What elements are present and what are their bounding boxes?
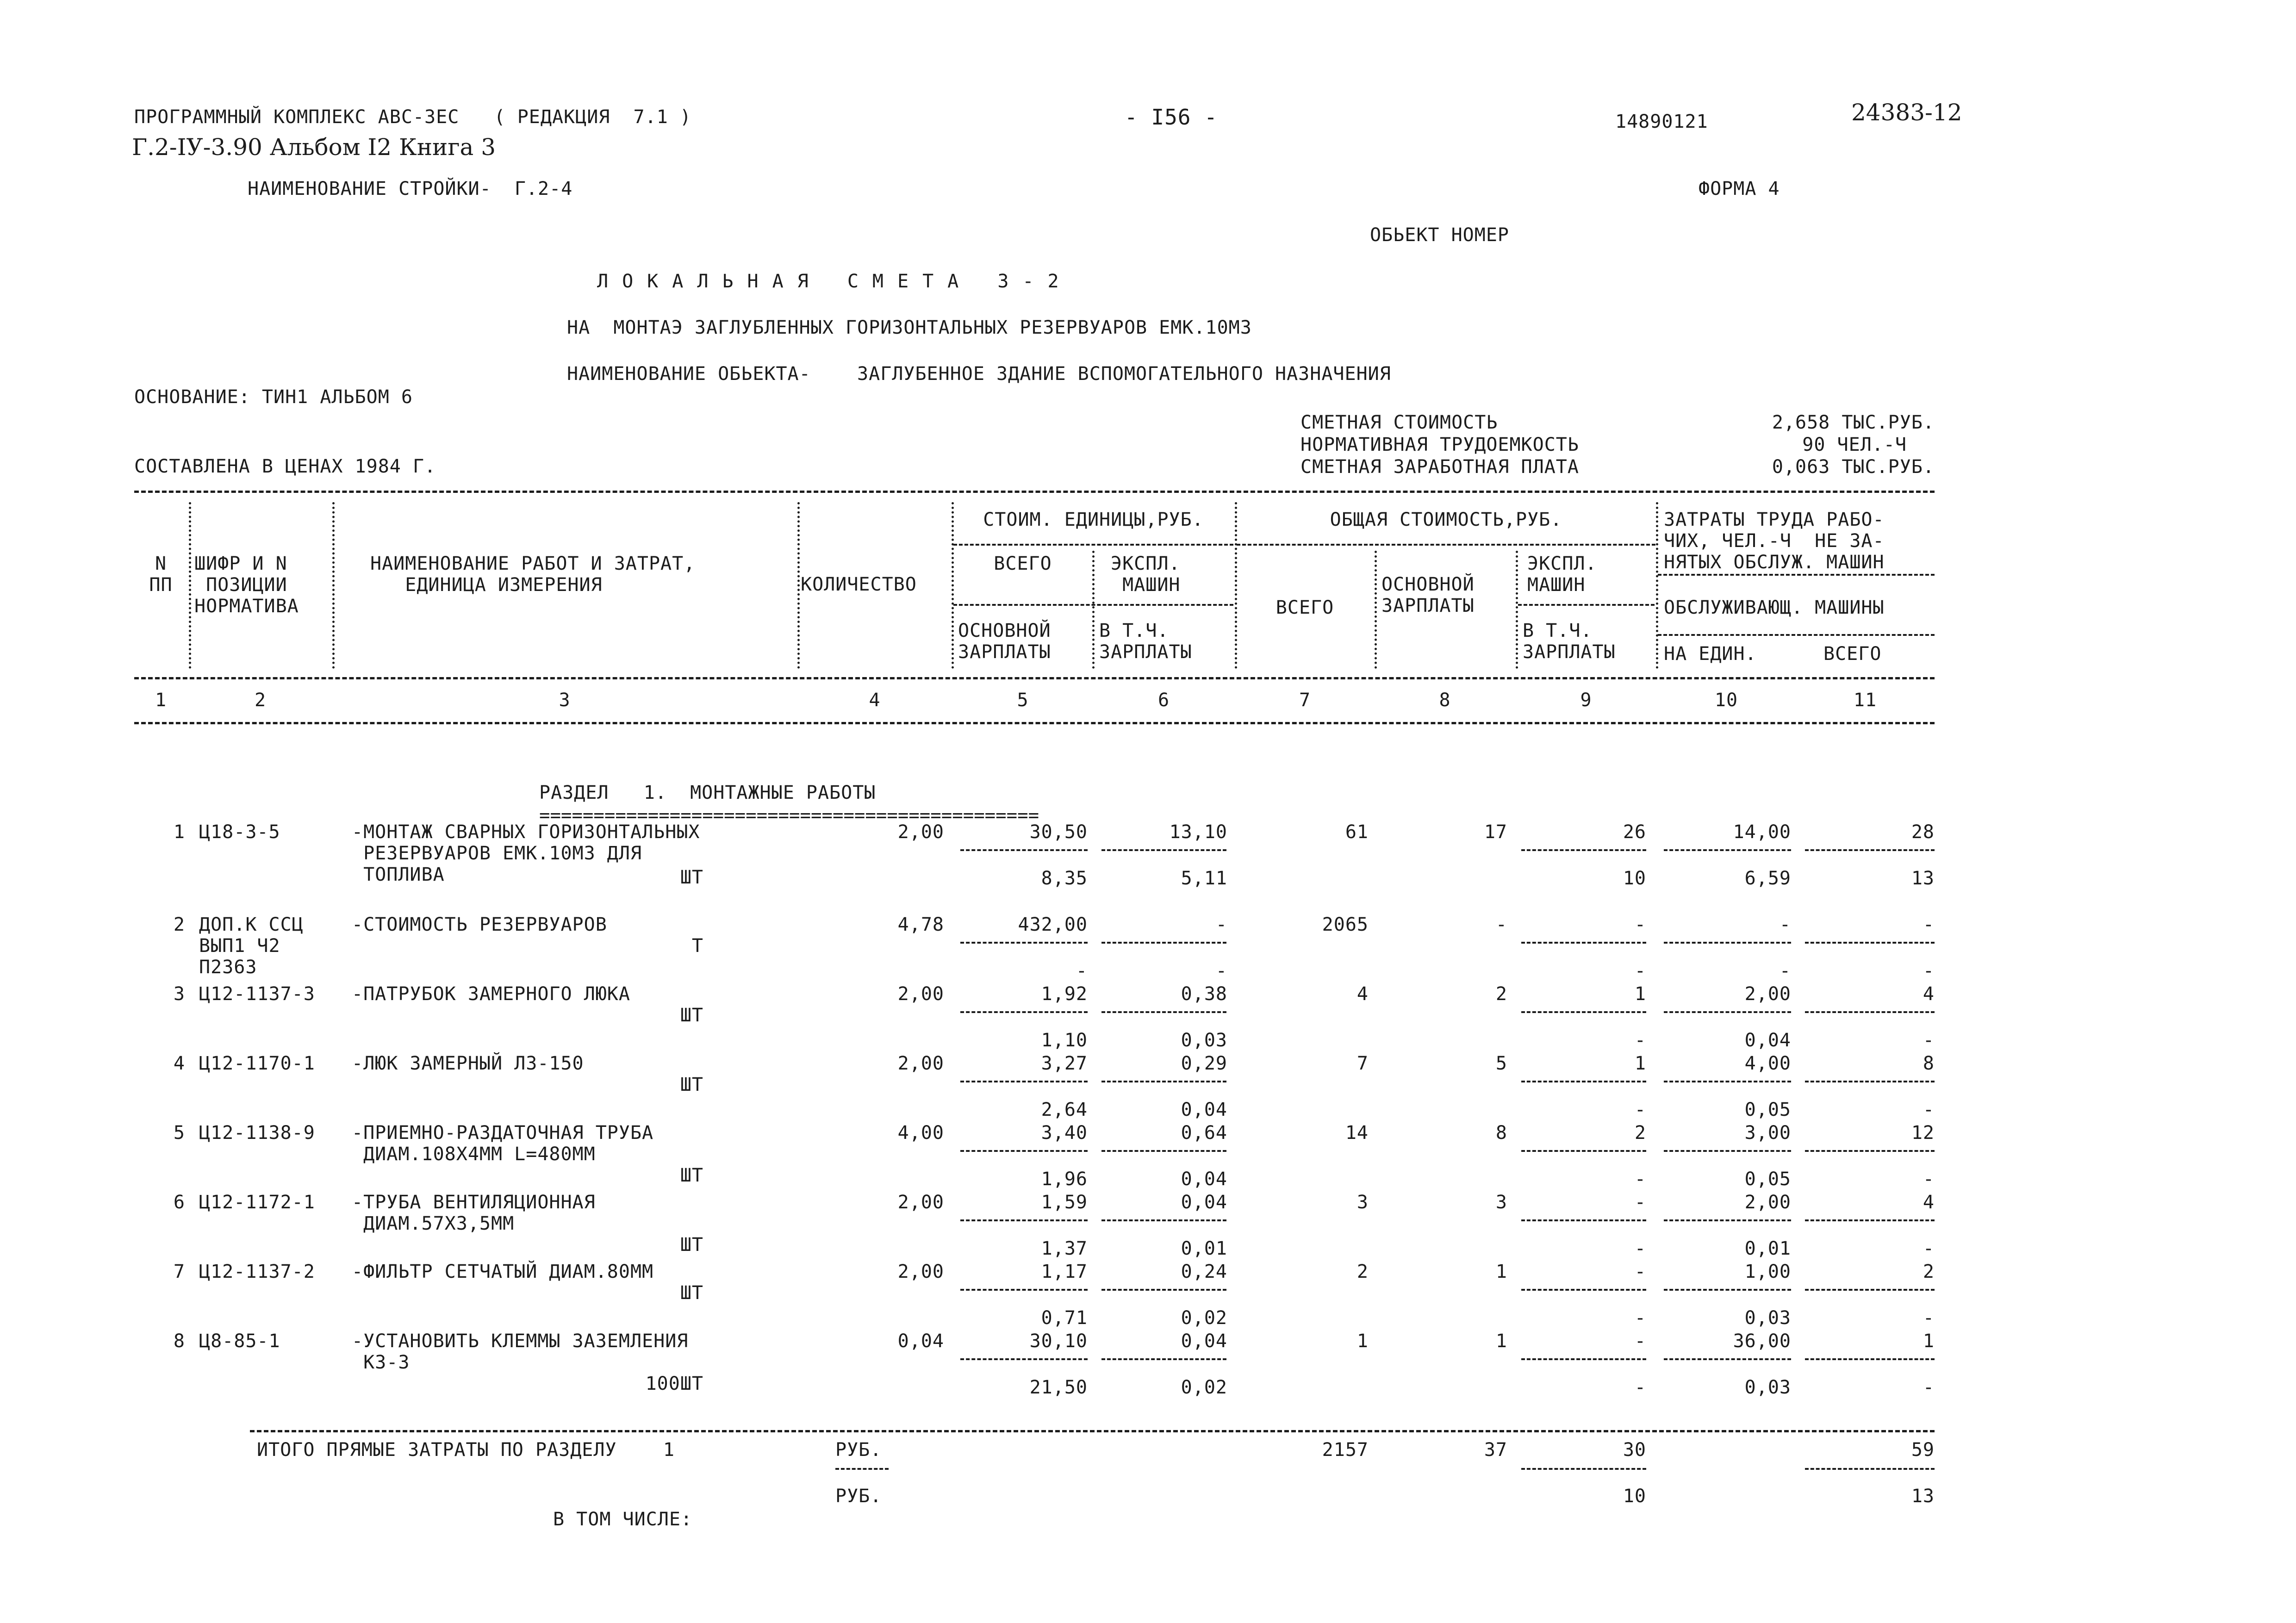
row-total-machines-wage: 10: [1623, 868, 1646, 889]
row-unit-machines-wage: 0,02: [1181, 1307, 1227, 1329]
col-number: 11: [1853, 690, 1877, 711]
row-number: 2: [173, 914, 185, 935]
row-sub-rule: [1805, 1081, 1935, 1082]
totals-including: В ТОМ ЧИСЛЕ:: [553, 1509, 692, 1530]
totals-machines: 30: [1623, 1439, 1646, 1461]
totals-labor: 59: [1911, 1439, 1935, 1461]
row-total-wage: 2: [1495, 983, 1507, 1005]
row-quantity: 2,00: [897, 1261, 944, 1282]
row-name: -ЛЮК ЗАМЕРНЫЙ ЛЗ-150: [352, 1053, 584, 1074]
row-total-machines-wage: -: [1634, 1169, 1646, 1190]
row-code: Ц12-1170-1: [199, 1053, 315, 1074]
row-total: 4: [1356, 983, 1369, 1005]
row-total-machines: 26: [1623, 821, 1646, 843]
row-sub-rule: [1521, 1150, 1646, 1152]
col-header-total-cost: ОБЩАЯ СТОИМОСТЬ,РУБ.: [1330, 509, 1562, 530]
totals-label: ИТОГО ПРЯМЫЕ ЗАТРАТЫ ПО РАЗДЕЛУ 1: [257, 1439, 675, 1461]
software-name: ПРОГРАММНЫЙ КОМПЛЕКС АВС-3ЕС ( РЕДАКЦИЯ 7.1 ): [134, 106, 691, 128]
row-number: 5: [173, 1122, 185, 1144]
row-quantity: 4,78: [897, 914, 944, 935]
row-total: 3: [1356, 1192, 1369, 1213]
col-header-unit-total: ВСЕГО: [994, 553, 1052, 574]
col-header-labor: ЗАТРАТЫ ТРУДА РАБО- ЧИХ, ЧЕЛ.-Ч НЕ ЗА- НЯТЫХ ОБСЛУЖ. МАШИН: [1664, 509, 1885, 573]
row-code: Ц12-1137-3: [199, 983, 315, 1005]
row-sub-rule: [1805, 1289, 1935, 1291]
row-total-machines: -: [1634, 1331, 1646, 1352]
row-total: 2: [1356, 1261, 1369, 1282]
row-unit: ШТ: [680, 1234, 703, 1256]
row-unit-machines: 0,04: [1181, 1331, 1227, 1352]
row-labor-total-service: -: [1923, 1238, 1935, 1259]
row-sub-rule: [1101, 1150, 1226, 1152]
row-sub-rule: [1521, 942, 1646, 944]
header-sub-rule: [1658, 634, 1935, 636]
row-labor-total: 8: [1923, 1053, 1935, 1074]
row-total-machines-wage: -: [1634, 1238, 1646, 1259]
row-total-machines: 2: [1634, 1122, 1646, 1144]
row-labor-unit: 36,00: [1733, 1331, 1791, 1352]
row-sub-rule: [1521, 1289, 1646, 1291]
totals-currency: РУБ.: [835, 1486, 882, 1507]
col-header-unit-incl-wage: В Т.Ч. ЗАРПЛАТЫ: [1099, 620, 1192, 663]
row-sub-rule: [1521, 1219, 1646, 1221]
row-sub-rule: [1521, 1081, 1646, 1082]
row-labor-unit-service: -: [1779, 960, 1791, 982]
row-unit-machines: 0,24: [1181, 1261, 1227, 1282]
col-number: 9: [1580, 690, 1592, 711]
document-code: 14890121: [1615, 111, 1708, 132]
row-unit-total: 3,40: [1041, 1122, 1088, 1144]
col-number: 8: [1439, 690, 1451, 711]
row-sub-rule: [1101, 1219, 1226, 1221]
row-labor-unit: 14,00: [1733, 821, 1791, 843]
row-sub-rule: [1664, 849, 1791, 851]
table-top-rule: [134, 491, 1935, 493]
row-sub-rule: [1805, 1219, 1935, 1221]
row-sub-rule: [960, 849, 1088, 851]
row-total-wage: 1: [1495, 1331, 1507, 1352]
row-number: 8: [173, 1331, 185, 1352]
row-unit-machines-wage: 0,02: [1181, 1377, 1227, 1398]
row-sub-rule: [1805, 1358, 1935, 1360]
row-labor-unit: 4,00: [1744, 1053, 1791, 1074]
row-total-wage: 1: [1495, 1261, 1507, 1282]
totals-top-rule: [250, 1430, 1935, 1432]
col-separator: [1092, 551, 1096, 669]
row-name: -ТРУБА ВЕНТИЛЯЦИОННАЯ ДИАМ.57Х3,5ММ: [352, 1192, 596, 1234]
row-labor-unit: 1,00: [1744, 1261, 1791, 1282]
row-total-machines: -: [1634, 914, 1646, 935]
row-sub-rule: [960, 942, 1088, 944]
row-labor-total-service: -: [1923, 1030, 1935, 1051]
row-total-machines-wage: -: [1634, 1307, 1646, 1329]
row-quantity: 4,00: [897, 1122, 944, 1144]
row-total-machines: -: [1634, 1192, 1646, 1213]
row-unit-machines-wage: 5,11: [1181, 868, 1227, 889]
row-code: Ц12-1137-2: [199, 1261, 315, 1282]
row-unit-machines: 0,04: [1181, 1192, 1227, 1213]
row-sub-rule: [1521, 1011, 1646, 1013]
row-total-machines: 1: [1634, 983, 1646, 1005]
row-unit-total: 1,92: [1041, 983, 1088, 1005]
col-header-labor-service: ОБСЛУЖИВАЮЩ. МАШИНЫ: [1664, 597, 1885, 618]
header-sub-rule: [1658, 574, 1935, 576]
row-unit: Т: [691, 935, 703, 957]
price-basis: СОСТАВЛЕНА В ЦЕНАХ 1984 Г.: [134, 456, 436, 477]
totals-rule: [1521, 1468, 1646, 1470]
col-separator: [332, 502, 336, 669]
row-sub-rule: [1101, 1081, 1226, 1082]
row-unit-wage: 0,71: [1041, 1307, 1088, 1329]
row-unit-wage: 21,50: [1029, 1377, 1088, 1398]
row-total-machines-wage: -: [1634, 1377, 1646, 1398]
row-total-machines-wage: -: [1634, 1099, 1646, 1120]
row-quantity: 2,00: [897, 1053, 944, 1074]
row-name: -МОНТАЖ СВАРНЫХ ГОРИЗОНТАЛЬНЫХ РЕЗЕРВУАРОВ ЕМК.10М3 ДЛЯ ТОПЛИВА: [352, 821, 700, 885]
row-labor-total-service: 13: [1911, 868, 1935, 889]
table-numbers-rule: [134, 722, 1935, 724]
row-name: -ПРИЕМНО-РАЗДАТОЧНАЯ ТРУБА ДИАМ.108Х4ММ L=480ММ: [352, 1122, 654, 1165]
row-sub-rule: [960, 1219, 1088, 1221]
header-sub-rule: [1237, 544, 1655, 546]
table-header-rule: [134, 677, 1935, 679]
row-unit-machines: -: [1215, 914, 1227, 935]
row-unit: ШТ: [680, 867, 703, 888]
row-quantity: 2,00: [897, 821, 944, 843]
row-labor-total-service: -: [1923, 1307, 1935, 1329]
row-unit: 100ШТ: [645, 1373, 703, 1394]
row-labor-unit-service: 0,04: [1744, 1030, 1791, 1051]
row-unit-machines: 0,38: [1181, 983, 1227, 1005]
col-header-total-base-wage: ОСНОВНОЙ ЗАРПЛАТЫ: [1381, 574, 1475, 616]
row-unit-wage: 1,10: [1041, 1030, 1088, 1051]
totals-currency-rule: [835, 1468, 889, 1470]
row-total-machines-wage: -: [1634, 1030, 1646, 1051]
row-unit: ШТ: [680, 1282, 703, 1304]
row-total: 2065: [1322, 914, 1369, 935]
col-header-total-machines: ЭКСПЛ. МАШИН: [1527, 553, 1597, 596]
row-unit: ШТ: [680, 1005, 703, 1026]
row-sub-rule: [1805, 1150, 1935, 1152]
section-title: РАЗДЕЛ 1. МОНТАЖНЫЕ РАБОТЫ: [539, 782, 876, 803]
row-sub-rule: [1664, 1081, 1791, 1082]
row-labor-total: 4: [1923, 983, 1935, 1005]
row-total-wage: 17: [1484, 821, 1507, 843]
row-sub-rule: [1664, 1150, 1791, 1152]
row-quantity: 2,00: [897, 1192, 944, 1213]
totals-total: 2157: [1322, 1439, 1369, 1461]
summary-label: СМЕТНАЯ ЗАРАБОТНАЯ ПЛАТА: [1300, 456, 1579, 478]
row-total-machines-wage: -: [1634, 960, 1646, 982]
row-labor-unit-service: 0,03: [1744, 1377, 1791, 1398]
totals-labor-service: 13: [1911, 1486, 1935, 1507]
row-sub-rule: [1664, 1289, 1791, 1291]
row-sub-rule: [960, 1011, 1088, 1013]
col-number: 2: [254, 690, 267, 711]
col-header-total-all: ВСЕГО: [1276, 597, 1334, 618]
row-total-wage: -: [1495, 914, 1507, 935]
row-number: 1: [173, 821, 185, 843]
row-unit-machines-wage: 0,04: [1181, 1099, 1227, 1120]
col-header-unit-machines: ЭКСПЛ. МАШИН: [1111, 553, 1181, 596]
row-unit: ШТ: [680, 1074, 703, 1095]
row-name: -УСТАНОВИТЬ КЛЕММЫ ЗАЗЕМЛЕНИЯ КЗ-3: [352, 1331, 689, 1373]
header-sub-rule: [953, 604, 1233, 606]
row-sub-rule: [1101, 1289, 1226, 1291]
totals-wage: 37: [1484, 1439, 1507, 1461]
row-sub-rule: [1521, 1358, 1646, 1360]
row-labor-unit: 3,00: [1744, 1122, 1791, 1144]
row-sub-rule: [1664, 1219, 1791, 1221]
row-quantity: 2,00: [897, 983, 944, 1005]
col-header-labor-per-unit: НА ЕДИН.: [1664, 643, 1757, 665]
header-sub-rule: [953, 544, 1233, 546]
row-code: Ц12-1138-9: [199, 1122, 315, 1144]
row-name: -СТОИМОСТЬ РЕЗЕРВУАРОВ: [352, 914, 607, 935]
row-labor-total-service: -: [1923, 960, 1935, 982]
row-sub-rule: [960, 1289, 1088, 1291]
row-number: 4: [173, 1053, 185, 1074]
row-labor-unit-service: 0,01: [1744, 1238, 1791, 1259]
row-unit-machines-wage: 0,01: [1181, 1238, 1227, 1259]
section-underline: ==============================================: [539, 805, 1039, 826]
row-labor-total: 1: [1923, 1331, 1935, 1352]
col-header-number: N ПП: [149, 553, 173, 596]
row-labor-total: 28: [1911, 821, 1935, 843]
col-header-quantity: КОЛИЧЕСТВО: [801, 574, 917, 595]
row-labor-total: 4: [1923, 1192, 1935, 1213]
row-quantity: 0,04: [897, 1331, 944, 1352]
row-name: -ПАТРУБОК ЗАМЕРНОГО ЛЮКА: [352, 983, 630, 1005]
row-sub-rule: [1101, 1358, 1226, 1360]
col-separator: [189, 502, 193, 669]
row-labor-unit: -: [1779, 914, 1791, 935]
row-number: 3: [173, 983, 185, 1005]
row-sub-rule: [1805, 1011, 1935, 1013]
col-number: 7: [1299, 690, 1311, 711]
row-sub-rule: [960, 1358, 1088, 1360]
row-code: Ц12-1172-1: [199, 1192, 315, 1213]
row-unit-machines-wage: 0,04: [1181, 1169, 1227, 1190]
row-sub-rule: [1101, 849, 1226, 851]
row-labor-unit-service: 0,03: [1744, 1307, 1791, 1329]
col-header-unit-base-wage: ОСНОВНОЙ ЗАРПЛАТЫ: [958, 620, 1051, 663]
row-total: 7: [1356, 1053, 1369, 1074]
col-header-total-incl-wage: В Т.Ч. ЗАРПЛАТЫ: [1523, 620, 1616, 663]
estimate-title: ЛОКАЛЬНАЯ СМЕТА 3-2: [597, 271, 1073, 292]
col-separator: [1656, 502, 1660, 669]
row-unit-total: 30,10: [1029, 1331, 1088, 1352]
row-total-wage: 5: [1495, 1053, 1507, 1074]
row-unit-machines: 13,10: [1169, 821, 1227, 843]
row-sub-rule: [960, 1081, 1088, 1082]
row-labor-unit-service: 6,59: [1744, 868, 1791, 889]
row-sub-rule: [1664, 1011, 1791, 1013]
row-labor-total: 12: [1911, 1122, 1935, 1144]
row-sub-rule: [1101, 942, 1226, 944]
row-code: Ц8-85-1: [199, 1331, 280, 1352]
row-unit-total: 30,50: [1029, 821, 1088, 843]
row-labor-total-service: -: [1923, 1169, 1935, 1190]
row-total: 14: [1345, 1122, 1369, 1144]
row-labor-unit: 2,00: [1744, 1192, 1791, 1213]
row-unit-total: 3,27: [1041, 1053, 1088, 1074]
estimate-subject: НА МОНТАЭ ЗАГЛУБЛЕННЫХ ГОРИЗОНТАЛЬНЫХ РЕЗЕРВУАРОВ ЕМК.10М3: [567, 317, 1252, 338]
row-sub-rule: [1664, 942, 1791, 944]
row-labor-unit-service: 0,05: [1744, 1099, 1791, 1120]
row-unit-total: 1,59: [1041, 1192, 1088, 1213]
row-sub-rule: [1805, 942, 1935, 944]
col-separator: [1516, 551, 1519, 669]
row-unit-machines: 0,64: [1181, 1122, 1227, 1144]
row-unit-total: 432,00: [1018, 914, 1088, 935]
row-total-machines: -: [1634, 1261, 1646, 1282]
row-code: ДОП.К ССЦ ВЫП1 Ч2 П2363: [199, 914, 304, 978]
col-number: 4: [869, 690, 881, 711]
totals-rule: [1805, 1468, 1935, 1470]
row-sub-rule: [1664, 1358, 1791, 1360]
row-unit-wage: 8,35: [1041, 868, 1088, 889]
row-sub-rule: [1101, 1011, 1226, 1013]
object-number: ОБЬЕКТ НОМЕР: [1370, 224, 1509, 246]
col-separator: [1375, 551, 1378, 669]
col-header-code: ШИФР И N ПОЗИЦИИ НОРМАТИВА: [194, 553, 299, 617]
header-sub-rule: [1518, 604, 1655, 606]
col-header-name: НАИМЕНОВАНИЕ РАБОТ И ЗАТРАТ, ЕДИНИЦА ИЗМЕРЕНИЯ: [370, 553, 696, 596]
row-sub-rule: [1521, 849, 1646, 851]
row-unit-wage: 1,96: [1041, 1169, 1088, 1190]
row-unit-machines-wage: -: [1215, 960, 1227, 982]
col-number: 6: [1157, 690, 1170, 711]
row-labor-unit: 2,00: [1744, 983, 1791, 1005]
row-unit-wage: -: [1076, 960, 1088, 982]
row-labor-total: 2: [1923, 1261, 1935, 1282]
col-number: 10: [1714, 690, 1738, 711]
summary-value: 90 ЧЕЛ.-Ч: [1802, 434, 1907, 455]
row-code: Ц18-3-5: [199, 821, 280, 843]
row-sub-rule: [960, 1150, 1088, 1152]
form-number: ФОРМА 4: [1699, 178, 1780, 199]
row-number: 7: [173, 1261, 185, 1282]
row-labor-unit-service: 0,05: [1744, 1169, 1791, 1190]
row-labor-total: -: [1923, 914, 1935, 935]
row-name: -ФИЛЬТР СЕТЧАТЫЙ ДИАМ.80ММ: [352, 1261, 654, 1282]
row-total-wage: 8: [1495, 1122, 1507, 1144]
object-name: НАИМЕНОВАНИЕ ОБЬЕКТА- ЗАГЛУБЕННОЕ ЗДАНИЕ ВСПОМОГАТЕЛЬНОГО НАЗНАЧЕНИЯ: [567, 363, 1391, 385]
summary-label: СМЕТНАЯ СТОИМОСТЬ: [1300, 412, 1498, 433]
row-unit-machines: 0,29: [1181, 1053, 1227, 1074]
row-unit-machines-wage: 0,03: [1181, 1030, 1227, 1051]
row-total: 1: [1356, 1331, 1369, 1352]
row-labor-total-service: -: [1923, 1099, 1935, 1120]
col-number: 5: [1017, 690, 1029, 711]
row-unit-wage: 2,64: [1041, 1099, 1088, 1120]
page-number: - I56 -: [1125, 105, 1218, 130]
row-total: 61: [1345, 821, 1369, 843]
row-unit-wage: 1,37: [1041, 1238, 1088, 1259]
totals-machines-wage: 10: [1623, 1486, 1646, 1507]
summary-value: 0,063 ТЫС.РУБ.: [1772, 456, 1935, 478]
summary-label: НОРМАТИВНАЯ ТРУДОЕМКОСТЬ: [1300, 434, 1579, 455]
construction-name: НАИМЕНОВАНИЕ СТРОЙКИ- Г.2-4: [248, 178, 573, 199]
totals-currency: РУБ.: [835, 1439, 882, 1461]
row-sub-rule: [1805, 849, 1935, 851]
basis: ОСНОВАНИЕ: ТИН1 АЛЬБОМ 6: [134, 386, 413, 408]
row-total-machines: 1: [1634, 1053, 1646, 1074]
album-reference: Г.2-IУ-3.90 Альбом I2 Книга 3: [132, 134, 496, 161]
row-unit: ШТ: [680, 1165, 703, 1186]
col-number: 3: [559, 690, 571, 711]
col-header-labor-total: ВСЕГО: [1823, 643, 1882, 665]
row-number: 6: [173, 1192, 185, 1213]
col-number: 1: [155, 690, 167, 711]
row-total-wage: 3: [1495, 1192, 1507, 1213]
col-header-unit-cost: СТОИМ. ЕДИНИЦЫ,РУБ.: [983, 509, 1204, 530]
sheet-number: 24383-12: [1851, 99, 1962, 126]
row-labor-total-service: -: [1923, 1377, 1935, 1398]
row-unit-total: 1,17: [1041, 1261, 1088, 1282]
summary-value: 2,658 ТЫС.РУБ.: [1772, 412, 1935, 433]
